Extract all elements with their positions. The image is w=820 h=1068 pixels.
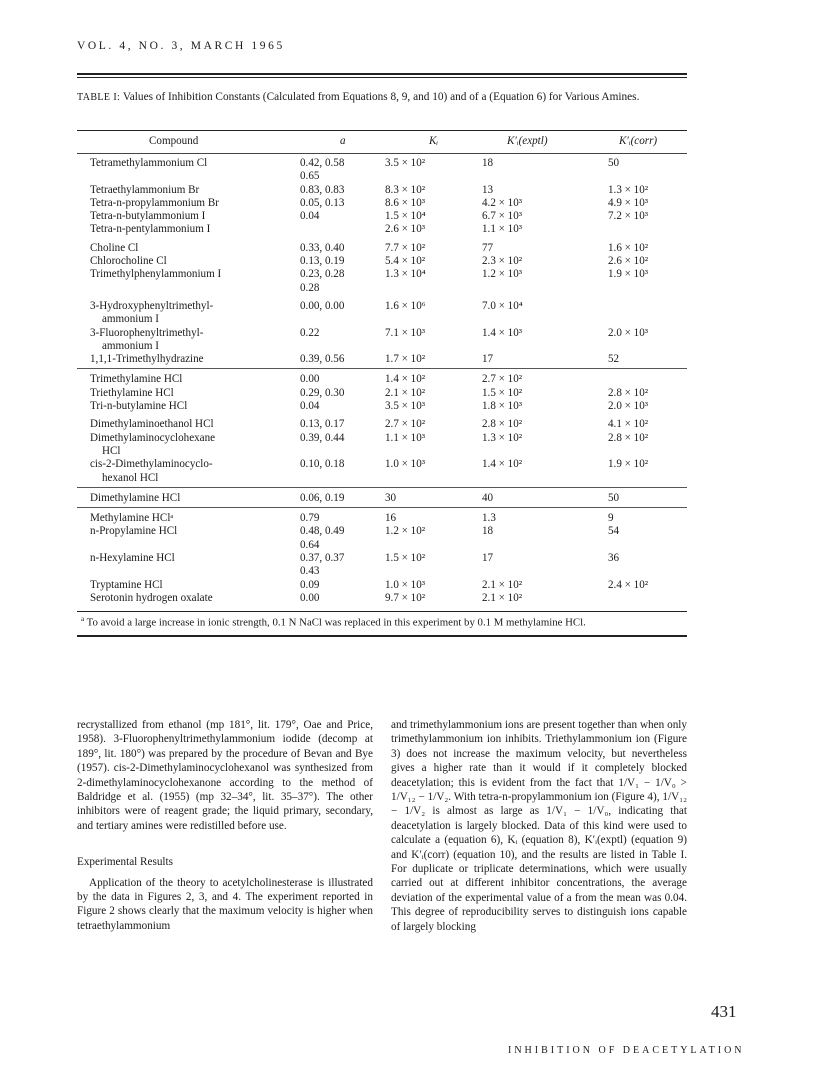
compound-cell: Serotonin hydrogen oxalate xyxy=(90,591,213,604)
page-number: 431 xyxy=(711,1002,737,1021)
ki-exptl-cell: 1.2 × 10³ xyxy=(482,268,523,281)
ki-exptl-cell: 1.3 × 10² xyxy=(482,431,523,444)
a-cell: 0.00, 0.00 xyxy=(300,299,345,312)
ki-corr-cell: 2.0 × 10³ xyxy=(608,326,649,339)
ki-cell: 1.5 × 10⁴ xyxy=(385,210,426,223)
ki-corr-cell: 2.6 × 10² xyxy=(608,255,649,268)
ki-cell: 5.4 × 10² xyxy=(385,255,426,268)
running-head: VOL. 4, NO. 3, MARCH 1965 xyxy=(77,40,285,52)
header-a: a xyxy=(340,135,346,147)
ki-cell: 1.4 × 10² xyxy=(385,373,426,386)
table-row xyxy=(77,579,687,592)
table-body xyxy=(77,154,687,605)
table-row xyxy=(77,525,687,538)
a-cell: 0.29, 0.30 xyxy=(300,386,345,399)
ki-corr-cell: 36 xyxy=(608,552,620,565)
compound-cell: n-Hexylamine HCl xyxy=(90,552,175,565)
compound-cell: Tri-n-butylamine HCl xyxy=(90,400,188,413)
ki-cell: 7.7 × 10² xyxy=(385,241,426,254)
left-para-1: recrystallized from ethanol (mp 181°, lit. 179°, Oae and Price, 1958). 3-Fluorophenyltrimethylammonium iodide (decomp at 189°, lit. 180°) was prepared by the procedure of Bevan and Bye (1957). cis-2-Dimethylaminocyclohexanol was synthesized from 2-dimethylaminocyclohexanone according to the method of Baldridge et al. (1955) (mp 32–34°, lit. 35–37°). The other inhibitors were of reagent grade; the liquid primary, secondary, and tertiary amines were redistilled before use. xyxy=(77,719,373,832)
ki-cell: 9.7 × 10² xyxy=(385,591,426,604)
a-cell: 0.39, 0.56 xyxy=(300,353,345,366)
compound-cell: ammonium I xyxy=(102,313,160,326)
table-row xyxy=(77,387,687,400)
ki-cell: 3.5 × 10³ xyxy=(385,400,426,413)
compound-cell: Methylamine HClᵃ xyxy=(90,512,174,525)
a-cell: 0.65 xyxy=(300,170,320,183)
ki-exptl-cell: 17 xyxy=(482,353,494,366)
compound-cell: cis-2-Dimethylaminocyclo- xyxy=(90,458,213,471)
compound-cell: Tetraethylammonium Br xyxy=(90,183,200,196)
table-top-rule-thin xyxy=(77,77,687,78)
compound-cell: Tetramethylammonium Cl xyxy=(90,157,208,169)
ki-corr-cell: 52 xyxy=(608,353,620,366)
ki-corr-cell: 7.2 × 10³ xyxy=(608,210,649,223)
header-ki-exptl: K′ᵢ(exptl) xyxy=(507,135,548,147)
ki-exptl-cell: 2.7 × 10² xyxy=(482,373,523,386)
a-cell: 0.22 xyxy=(300,326,320,339)
compound-cell: Dimethylaminocyclohexane xyxy=(90,431,216,444)
table-row xyxy=(77,157,687,170)
compound-cell: ammonium I xyxy=(102,339,160,352)
ki-cell: 30 xyxy=(385,491,397,504)
table-row xyxy=(77,170,687,183)
table-row xyxy=(77,432,687,445)
compound-cell: HCl xyxy=(102,444,121,457)
footnote-mark: a xyxy=(81,615,85,624)
a-cell: 0.04 xyxy=(300,210,320,223)
table-row xyxy=(77,327,687,340)
compound-cell: Dimethylamine HCl xyxy=(90,491,181,504)
a-cell: 0.23, 0.28 xyxy=(300,268,345,281)
table-row xyxy=(77,313,687,326)
table-row xyxy=(77,223,687,236)
table-row xyxy=(77,255,687,268)
a-cell: 0.00 xyxy=(300,373,320,386)
table-row xyxy=(77,539,687,552)
ki-exptl-cell: 40 xyxy=(482,491,494,504)
table-row xyxy=(77,592,687,605)
a-cell: 0.64 xyxy=(300,538,320,551)
section-heading: Experimental Results xyxy=(77,856,174,869)
table-bottom-rule xyxy=(77,635,687,637)
table-top-rule xyxy=(77,73,687,75)
compound-cell: Tetra-n-butylammonium I xyxy=(90,210,206,223)
table-1 xyxy=(77,130,687,631)
compound-cell: 3-Hydroxyphenyltrimethyl- xyxy=(90,299,214,312)
ki-exptl-cell: 4.2 × 10³ xyxy=(482,196,523,209)
compound-cell: 1,1,1-Trimethylhydrazine xyxy=(90,353,204,366)
ki-exptl-cell: 13 xyxy=(482,183,494,196)
compound-cell: Choline Cl xyxy=(90,241,139,254)
compound-cell: Tryptamine HCl xyxy=(90,578,163,591)
ki-corr-cell: 2.8 × 10² xyxy=(608,431,649,444)
ki-exptl-cell: 2.1 × 10² xyxy=(482,591,523,604)
ki-cell: 16 xyxy=(385,512,397,525)
a-cell: 0.37, 0.37 xyxy=(300,552,345,565)
table-row xyxy=(77,210,687,223)
ki-exptl-cell: 1.1 × 10³ xyxy=(482,223,523,236)
ki-corr-cell: 9 xyxy=(608,512,614,525)
right-column xyxy=(391,718,687,934)
ki-exptl-cell: 6.7 × 10³ xyxy=(482,210,523,223)
a-cell: 0.33, 0.40 xyxy=(300,241,345,254)
ki-corr-cell: 50 xyxy=(608,491,620,504)
table-row xyxy=(77,268,687,281)
table-row xyxy=(77,400,687,413)
a-cell: 0.13, 0.19 xyxy=(300,255,345,268)
table-row xyxy=(77,458,687,471)
a-cell: 0.39, 0.44 xyxy=(300,431,345,444)
running-foot: INHIBITION OF DEACETYLATION xyxy=(508,1045,745,1056)
header-ki-corr: K′ᵢ(corr) xyxy=(619,135,658,147)
a-cell: 0.00 xyxy=(300,591,320,604)
a-cell: 0.04 xyxy=(300,400,320,413)
table-caption xyxy=(77,90,687,105)
table-row xyxy=(77,184,687,197)
compound-cell: Triethylamine HCl xyxy=(90,386,174,399)
compound-cell: hexanol HCl xyxy=(102,471,159,484)
ki-exptl-cell: 18 xyxy=(482,157,494,169)
ki-cell: 1.0 × 10³ xyxy=(385,578,426,591)
a-cell: 0.09 xyxy=(300,578,320,591)
ki-corr-cell: 2.8 × 10² xyxy=(608,386,649,399)
ki-corr-cell: 4.9 × 10³ xyxy=(608,196,649,209)
ki-exptl-cell: 7.0 × 10⁴ xyxy=(482,299,523,312)
ki-exptl-cell: 2.1 × 10² xyxy=(482,578,523,591)
a-cell: 0.48, 0.49 xyxy=(300,525,345,538)
table-footnote-rule xyxy=(77,611,687,612)
table-caption-text: Values of Inhibition Constants (Calculated from Equations 8, 9, and 10) and of a (Equation 6) for Various Amines. xyxy=(122,91,640,103)
ki-cell: 8.3 × 10² xyxy=(385,183,426,196)
table-row xyxy=(77,418,687,431)
table-row xyxy=(77,472,687,485)
ki-exptl-cell: 1.4 × 10³ xyxy=(482,326,523,339)
ki-cell: 1.1 × 10³ xyxy=(385,431,426,444)
ki-exptl-cell: 17 xyxy=(482,552,494,565)
ki-corr-cell: 1.9 × 10² xyxy=(608,458,649,471)
ki-cell: 1.2 × 10² xyxy=(385,525,426,538)
ki-cell: 2.6 × 10³ xyxy=(385,223,426,236)
a-cell: 0.06, 0.19 xyxy=(300,491,345,504)
a-cell: 0.13, 0.17 xyxy=(300,418,345,431)
ki-exptl-cell: 1.4 × 10² xyxy=(482,458,523,471)
ki-cell: 1.5 × 10² xyxy=(385,552,426,565)
header-compound: Compound xyxy=(149,135,199,147)
a-cell: 0.05, 0.13 xyxy=(300,196,345,209)
ki-cell: 1.0 × 10³ xyxy=(385,458,426,471)
table-row xyxy=(77,492,687,505)
table-row xyxy=(77,197,687,210)
compound-cell: Chlorocholine Cl xyxy=(90,255,167,268)
table-row xyxy=(77,512,687,525)
ki-cell: 1.6 × 10⁶ xyxy=(385,299,426,312)
ki-exptl-cell: 2.3 × 10² xyxy=(482,255,523,268)
a-cell: 0.28 xyxy=(300,281,320,294)
compound-cell: Trimethylphenylammonium I xyxy=(90,268,222,281)
table-row xyxy=(77,300,687,313)
footnote-text: To avoid a large increase in ionic strength, 0.1 N NaCl was replaced in this experiment by 0.1 M methylamine HCl. xyxy=(86,616,586,629)
a-cell: 0.42, 0.58 xyxy=(300,157,345,169)
ki-cell: 2.1 × 10² xyxy=(385,386,426,399)
table-row xyxy=(77,242,687,255)
a-cell: 0.10, 0.18 xyxy=(300,458,345,471)
ki-cell: 1.3 × 10⁴ xyxy=(385,268,426,281)
compound-cell: 3-Fluorophenyltrimethyl- xyxy=(90,326,204,339)
table-row xyxy=(77,445,687,458)
compound-cell: Tetra-n-propylammonium Br xyxy=(90,196,219,209)
table-row xyxy=(77,340,687,353)
compound-cell: Trimethylamine HCl xyxy=(90,373,183,386)
ki-corr-cell: 4.1 × 10² xyxy=(608,418,649,431)
ki-corr-cell: 50 xyxy=(608,157,620,169)
ki-cell: 8.6 × 10³ xyxy=(385,196,426,209)
ki-cell: 7.1 × 10³ xyxy=(385,326,426,339)
a-cell: 0.43 xyxy=(300,565,320,578)
ki-cell: 1.7 × 10² xyxy=(385,353,426,366)
compound-cell: Dimethylaminoethanol HCl xyxy=(90,418,214,431)
ki-corr-cell: 2.4 × 10² xyxy=(608,578,649,591)
ki-exptl-cell: 1.5 × 10² xyxy=(482,386,523,399)
ki-exptl-cell: 1.3 xyxy=(482,512,496,525)
table-row xyxy=(77,552,687,565)
header-ki: Kᵢ xyxy=(429,135,439,147)
ki-cell: 3.5 × 10² xyxy=(385,157,426,169)
table-row xyxy=(77,565,687,578)
ki-corr-cell: 1.6 × 10² xyxy=(608,241,649,254)
ki-corr-cell: 54 xyxy=(608,525,620,538)
table-header xyxy=(77,131,687,154)
ki-corr-cell: 1.3 × 10² xyxy=(608,183,649,196)
table-row xyxy=(77,282,687,295)
table-row xyxy=(77,373,687,386)
ki-exptl-cell: 18 xyxy=(482,525,494,538)
a-cell: 0.79 xyxy=(300,512,320,525)
ki-exptl-cell: 77 xyxy=(482,241,494,254)
ki-corr-cell: 2.0 × 10³ xyxy=(608,400,649,413)
left-column xyxy=(77,718,373,933)
right-para-1: and trimethylammonium ions are present together than when only trimethylammonium ion inhibits. Triethylammonium ion (Figure 3) does not increase the maximum velocity, but nevertheless gives a higher rate than it would if it completely blocked deacetylation; this is evident from the fact that 1/V₁ − 1/V₀ > 1/V₁₂ − 1/V₂. With tetra-n-propylammonium ion (Figure 4), 1/V₁₂ − 1/V₂ is almost as large as 1/V₁ − 1/V₀, indicating that deacetylation is largely blocked. Data of this kind were used to calculate a (equation 6), Kᵢ (equation 8), K′ᵢ(exptl) (equation 9) and K′ᵢ(corr) (equation 10), and the results are listed in Table I. For duplicate or triplicate determinations, which were usually carried out at different inhibitor concentrations, the average deviation of the experimental value of a from the mean was 0.04. This degree of reproducibility serves to distinguish ions capable of largely blocking xyxy=(391,719,687,933)
ki-exptl-cell: 2.8 × 10² xyxy=(482,418,523,431)
ki-exptl-cell: 1.8 × 10³ xyxy=(482,400,523,413)
ki-corr-cell: 1.9 × 10³ xyxy=(608,268,649,281)
left-para-2: Application of the theory to acetylcholinesterase is illustrated by the data in Figures 2, 3, and 4. The experiment reported in Figure 2 shows clearly that the maximum velocity is higher when tetraethylammonium xyxy=(77,876,373,932)
table-row xyxy=(77,353,687,366)
table-label: TABLE I: xyxy=(77,92,121,103)
compound-cell: Tetra-n-pentylammonium I xyxy=(90,223,211,236)
a-cell: 0.83, 0.83 xyxy=(300,183,345,196)
ki-cell: 2.7 × 10² xyxy=(385,418,426,431)
table-footnote xyxy=(77,615,687,629)
compound-cell: n-Propylamine HCl xyxy=(90,525,178,538)
